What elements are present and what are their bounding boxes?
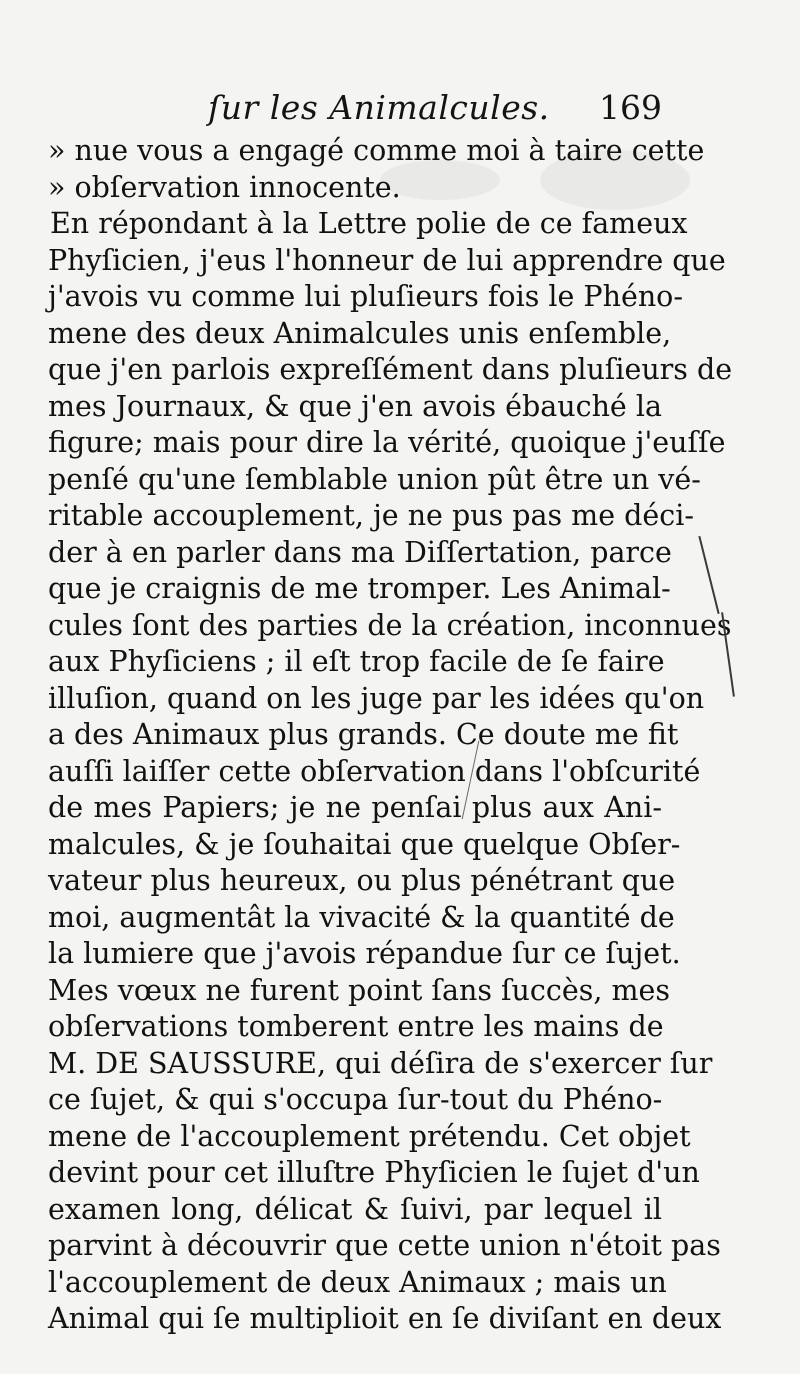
text-line: illuſion, quand on les juge par les idées qu'on	[48, 681, 705, 715]
text-line: examen long, délicat & ſuivi, par lequel il	[48, 1192, 662, 1226]
text-line: » nue vous a engagé comme moi à taire cette	[48, 134, 705, 167]
text-line: l'accouplement de deux Animaux ; mais un	[48, 1265, 667, 1299]
text-line: figure; mais pour dire la vérité, quoique j'euſſe	[48, 426, 726, 459]
text-line: der à en parler dans ma Diſſertation, parce	[48, 535, 672, 569]
text-line: Phyſicien, j'eus l'honneur de lui apprendre que	[48, 243, 726, 277]
text-line: ritable accouplement, je ne pus pas me déci-	[48, 499, 694, 532]
running-head	[48, 88, 662, 134]
text-line: vateur plus heureux, ou plus pénétrant que	[48, 864, 676, 897]
text-line: cules ſont des parties de la création, inconnues	[48, 608, 732, 642]
text-line: » obſervation innocente.	[48, 170, 401, 204]
text-line: que j'en parlois expreſſément dans pluſieurs de	[48, 353, 733, 386]
text-line: mene de l'accouplement prétendu. Cet objet	[48, 1119, 691, 1153]
running-title: ſur les Animalcules.	[208, 88, 550, 127]
text-line: parvint à découvrir que cette union n'étoit pas	[48, 1229, 721, 1262]
text-line: penſé qu'une ſemblable union pût être un vé-	[48, 462, 701, 496]
text-line: mes Journaux, & que j'en avois ébauché la	[48, 389, 662, 423]
text-line: aux Phyſiciens ; il eſt trop facile de ſe faire	[48, 645, 665, 678]
text-line: Mes vœux ne furent point ſans ſuccès, mes	[48, 973, 670, 1007]
text-line: moi, augmentât la vivacité & la quantité de	[48, 900, 675, 934]
text-line: mene des deux Animalcules unis enſemble,	[48, 316, 672, 350]
text-line: malcules, & je ſouhaitai que quelque Obſer-	[48, 827, 681, 861]
text-line: M. DE SAUSSURE, qui déſira de s'exercer ſur	[48, 1046, 713, 1080]
text-line: que je craignis de me tromper. Les Animal-	[48, 572, 671, 605]
text-line: la lumiere que j'avois répandue ſur ce ſujet.	[48, 937, 681, 970]
text-line: devint pour cet illuſtre Phyſicien le ſujet d'un	[48, 1156, 700, 1189]
text-line: Animal qui ſe multiplioit en ſe diviſant en deux	[48, 1302, 722, 1335]
body-text	[48, 133, 733, 1338]
text-line: En répondant à la Lettre polie de ce fameux	[50, 207, 688, 240]
text-line: auſſi laiſſer cette obſervation dans l'obſcurité	[48, 754, 701, 788]
margin-pencil-mark	[698, 536, 719, 614]
text-line: ce ſujet, & qui s'occupa ſur-tout du Phéno-	[48, 1083, 663, 1116]
text-line: a des Animaux plus grands. Ce doute me fit	[48, 718, 679, 751]
page-number: 169	[599, 88, 662, 127]
text-line: obſervations tomberent entre les mains de	[48, 1010, 664, 1043]
text-line: de mes Papiers; je ne penſai plus aux Ani-	[48, 791, 662, 824]
text-line: j'avois vu comme lui pluſieurs fois le Phéno-	[48, 280, 683, 313]
